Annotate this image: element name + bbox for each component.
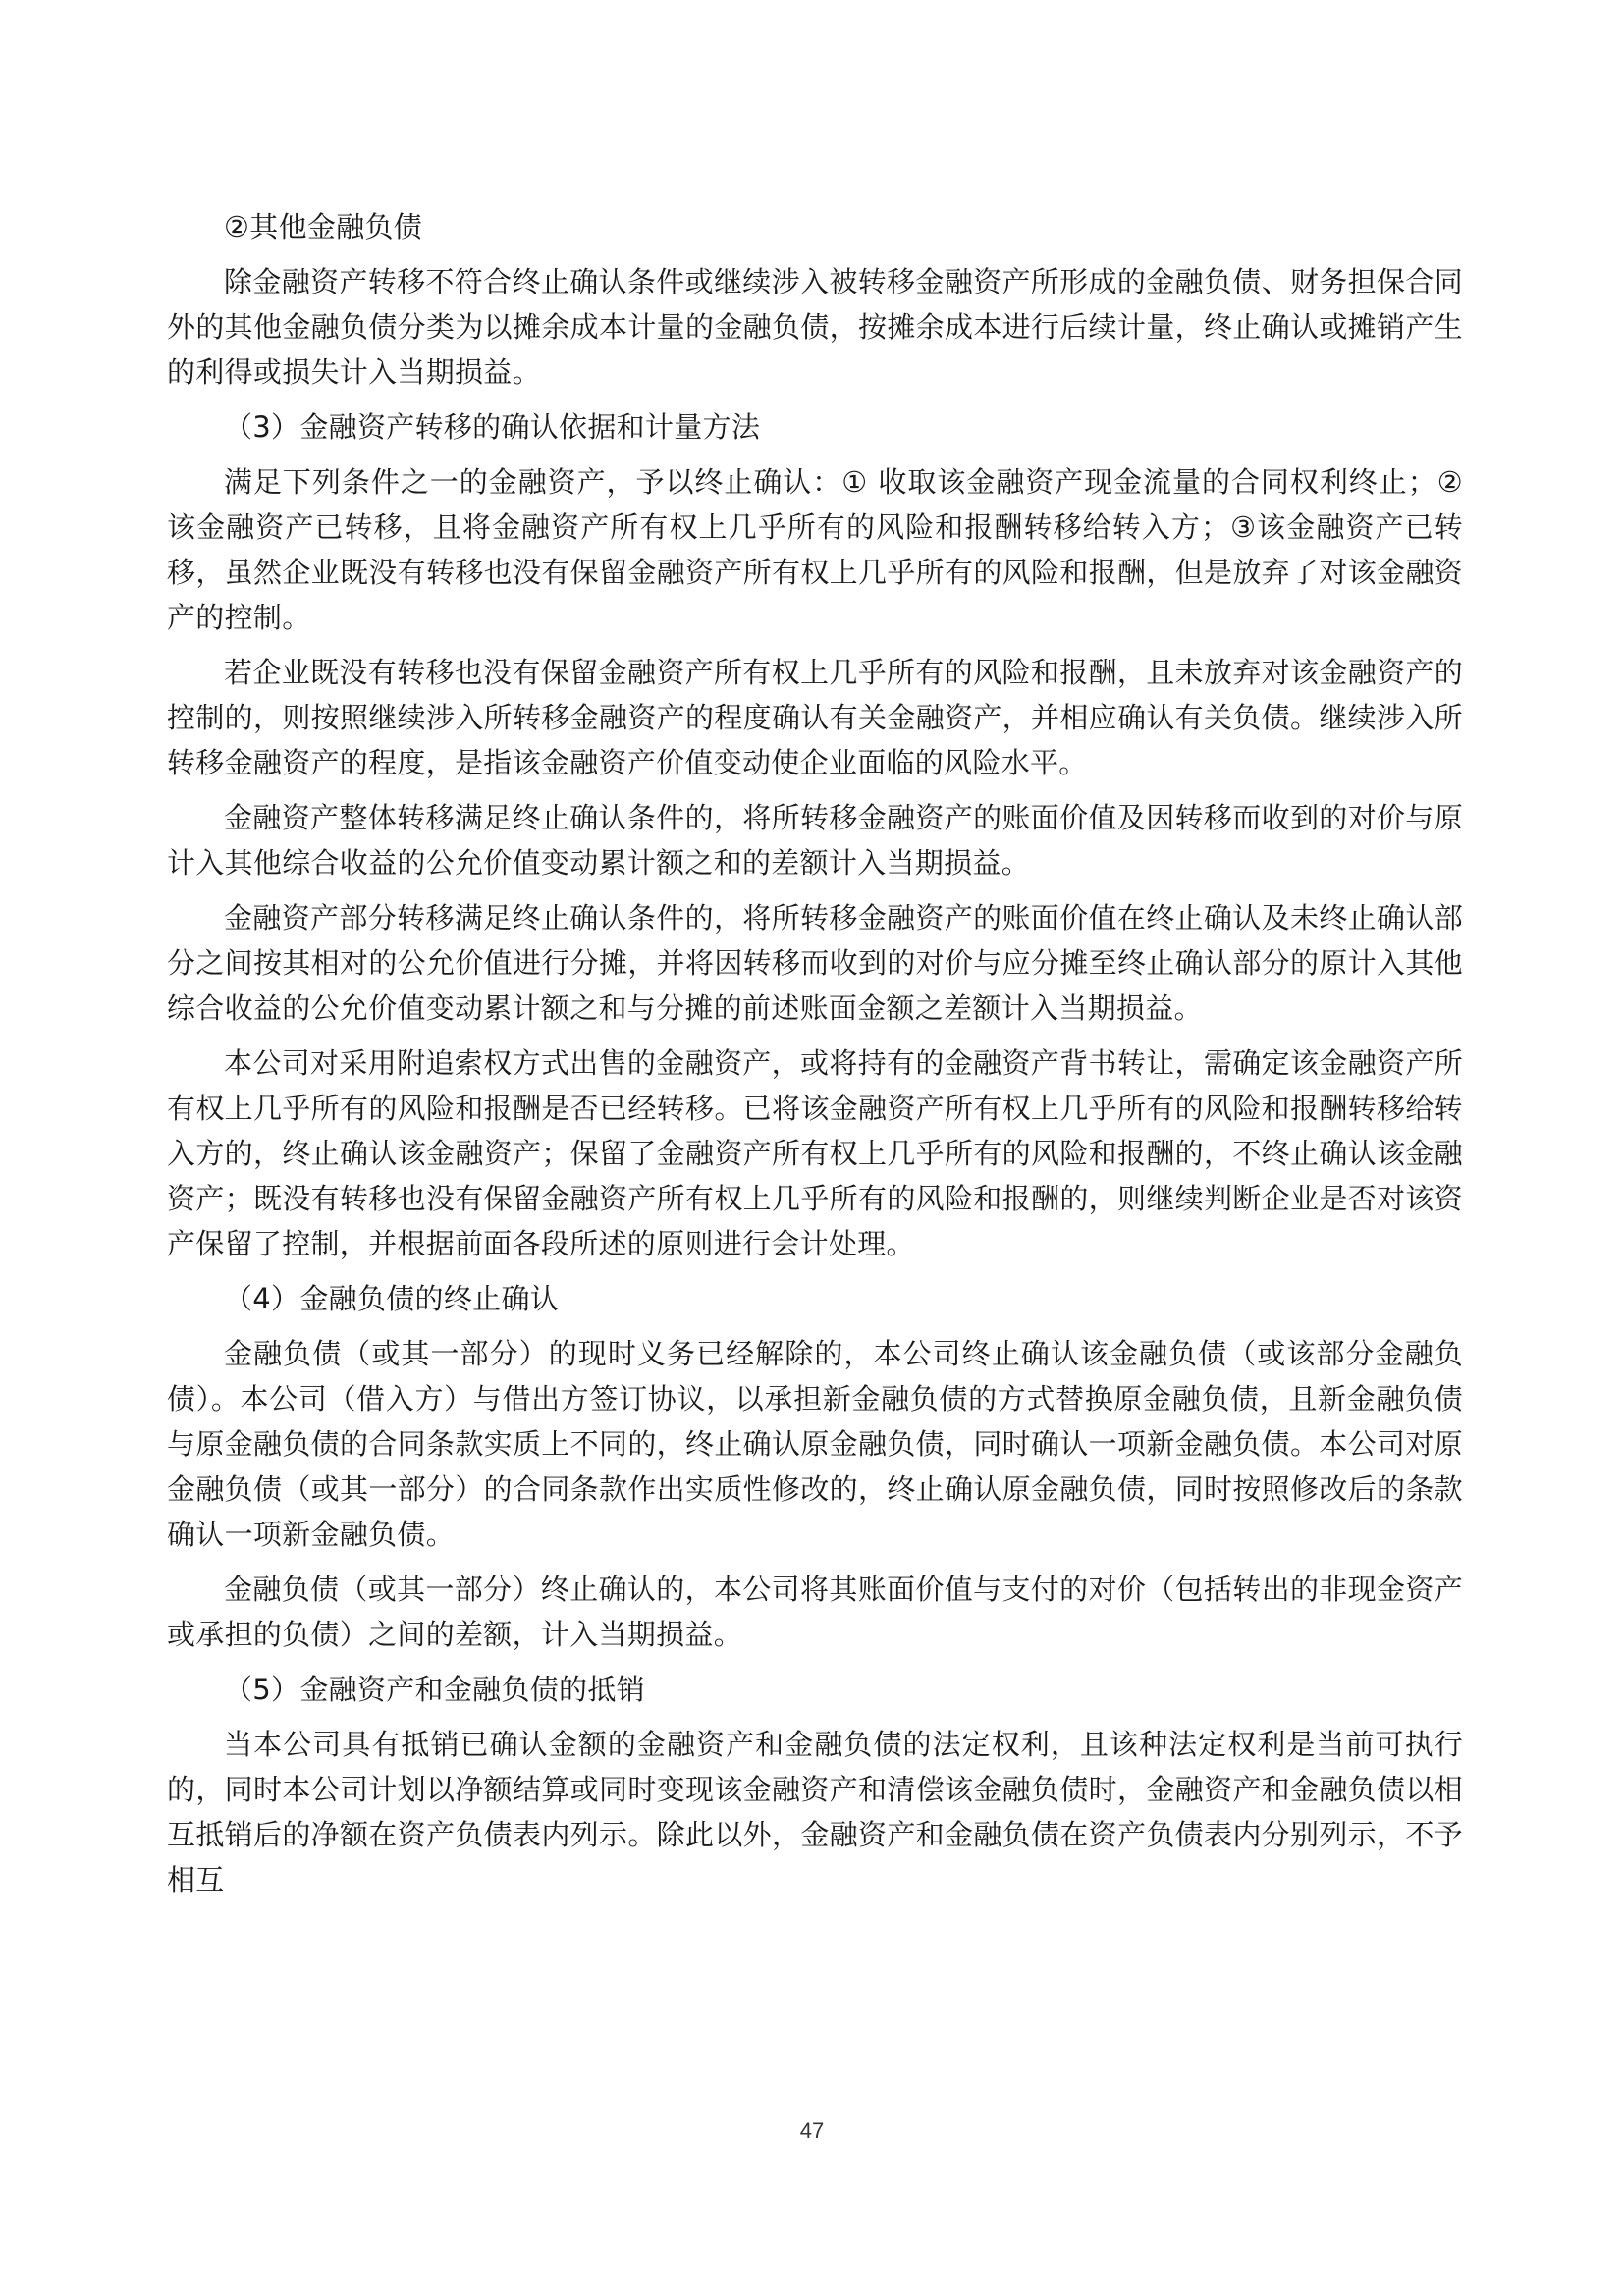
paragraph-partial-transfer: 金融资产部分转移满足终止确认条件的，将所转移金融资产的账面价值在终止确认及未终止确认部分之间按其相对的公允价值进行分摊，并将因转移而收到的对价与应分摊至终止确认部分的原计入其他综合收益的公允价值变动累计额之和与分摊的前述账面金额之差额计入当期损益。 [167,901,1463,1025]
section-heading-offsetting: （5）金融资产和金融负债的抵销 [224,1673,645,1706]
section-heading-transfer-recognition: （3）金融资产转移的确认依据和计量方法 [224,410,761,444]
paragraph-derecognition-conditions: 满足下列条件之一的金融资产，予以终止确认：① 收取该金融资产现金流量的合同权利终止；② 该金融资产已转移，且将金融资产所有权上几乎所有的风险和报酬转移给转入方；③该金融资产已转移，虽然企业既没有转移也没有保留金融资产所有权上几乎所有的风险和报酬，但是放弃了对该金融资产的控制。 [167,465,1463,634]
page-number: 47 [799,2118,825,2143]
paragraph-recourse-endorsement: 本公司对采用附追索权方式出售的金融资产，或将持有的金融资产背书转让，需确定该金融资产所有权上几乎所有的风险和报酬是否已经转移。已将该金融资产所有权上几乎所有的风险和报酬转移给转入方的，终止确认该金融资产；保留了金融资产所有权上几乎所有的风险和报酬的，不终止确认该金融资产；既没有转移也没有保留金融资产所有权上几乎所有的风险和报酬的，则继续判断企业是否对该资产保留了控制，并根据前面各段所述的原则进行会计处理。 [167,1046,1463,1260]
paragraph-liability-difference: 金融负债（或其一部分）终止确认的，本公司将其账面价值与支付的对价（包括转出的非现金资产或承担的负债）之间的差额，计入当期损益。 [167,1573,1463,1651]
paragraph-offsetting: 当本公司具有抵销已确认金额的金融资产和金融负债的法定权利，且该种法定权利是当前可执行的，同时本公司计划以净额结算或同时变现该金融资产和清偿该金融负债时，金融资产和金融负债以相互抵销后的净额在资产负债表内列示。除此以外，金融资产和金融负债在资产负债表内分别列示，不予相互 [167,1728,1463,1896]
section-heading-other-financial-liabilities: ②其他金融负债 [224,210,423,243]
section-heading-liability-derecognition: （4）金融负债的终止确认 [224,1282,560,1315]
paragraph-full-transfer: 金融资产整体转移满足终止确认条件的，将所转移金融资产的账面价值及因转移而收到的对价与原计入其他综合收益的公允价值变动累计额之和的差额计入当期损益。 [167,801,1463,880]
paragraph-continuing-involvement: 若企业既没有转移也没有保留金融资产所有权上几乎所有的风险和报酬，且未放弃对该金融资产的控制的，则按照继续涉入所转移金融资产的程度确认有关金融资产，并相应确认有关负债。继续涉入所转移金融资产的程度，是指该金融资产价值变动使企业面临的风险水平。 [167,656,1463,779]
document-body [167,204,1463,1912]
paragraph-other-financial-liabilities: 除金融资产转移不符合终止确认条件或继续涉入被转移金融资产所形成的金融负债、财务担保合同外的其他金融负债分类为以摊余成本计量的金融负债，按摊余成本进行后续计量，终止确认或摊销产生的利得或损失计入当期损益。 [167,265,1463,389]
paragraph-liability-obligation-discharged: 金融负债（或其一部分）的现时义务已经解除的，本公司终止确认该金融负债（或该部分金融负债）。本公司（借入方）与借出方签订协议，以承担新金融负债的方式替换原金融负债，且新金融负债与原金融负债的合同条款实质上不同的，终止确认原金融负债，同时确认一项新金融负债。本公司对原金融负债（或其一部分）的合同条款作出实质性修改的，终止确认原金融负债，同时按照修改后的条款确认一项新金融负债。 [167,1337,1463,1551]
